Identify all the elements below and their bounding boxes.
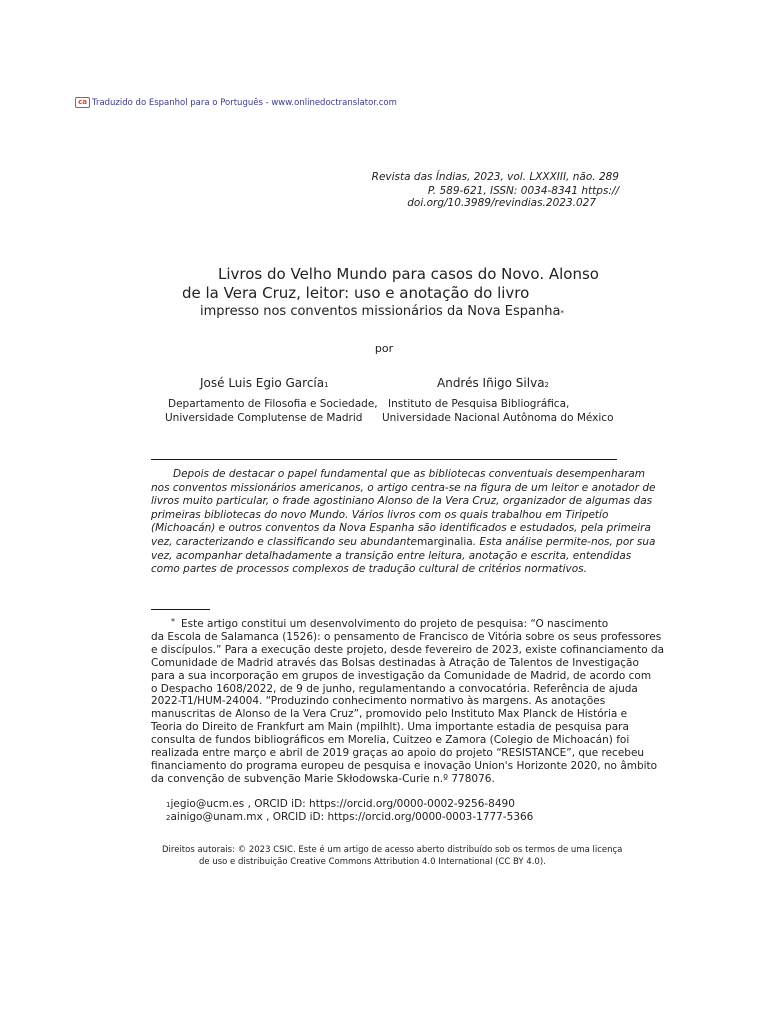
footnote-line: Teoria do Direito de Frankfurt am Main (mpilhlt). Uma importante estadia de pesquisa para (151, 721, 629, 734)
author-2-affiliation-line2: Universidade Nacional Autônoma do México (382, 412, 614, 424)
copyright-line1: Direitos autorais: © 2023 CSIC. Este é um artigo de acesso aberto distribuído sob os termos de uma licença (162, 845, 623, 855)
footnote-line: o Despacho 1608/2022, de 9 de junho, regulamentando a convocatória. Referência de ajuda (151, 682, 638, 695)
article-title-line2: de la Vera Cruz, leitor: uso e anotação do livro (182, 284, 530, 302)
author-1-index: 1 (324, 381, 329, 389)
footnote-marker: * (171, 617, 175, 626)
author-2-index: 2 (544, 381, 550, 389)
abstract-line: vez, acompanhar detalhadamente a transição entre leitura, anotação e escrita, entendidas (151, 549, 632, 562)
author-1-email-orcid[interactable]: jegio@ucm.es , ORCID iD: https://orcid.org/0000-0002-9256-8490 (170, 798, 515, 810)
translator-banner-text[interactable]: Traduzido do Espanhol para o Português - www.onlinedoctranslator.com (92, 97, 397, 108)
author-1 (200, 376, 329, 390)
footnote (151, 616, 665, 786)
translator-banner[interactable] (75, 96, 397, 109)
abstract-line: nos conventos missionários americanos, o artigo centra-se na figura de um leitor e anotador de (151, 481, 656, 494)
footnote-line: Comunidade de Madrid através das Bolsas destinadas à Atração de Talentos de Investigação (151, 656, 639, 669)
copyright-line2: de uso e distribuição Creative Commons Attribution 4.0 International (CC BY 4.0). (199, 857, 546, 867)
article-title-line3 (200, 304, 564, 319)
author-2 (437, 376, 549, 390)
journal-reference-line2: P. 589-621, ISSN: 0034-8341 https:// (427, 185, 619, 197)
journal-reference-line1: Revista das Índias, 2023, vol. LXXXIII, não. 289 (371, 171, 619, 183)
footnote-line: consulta de fundos bibliográficos em Morelia, Cuitzeo e Zamora (Colegio de Michoacán) foi (151, 734, 630, 747)
abstract-line (151, 535, 656, 550)
footnote-line: 2022-T1/HUM-24004. “Produzindo conhecimento normativo às margens. As anotações (151, 695, 606, 708)
author-1-contact (166, 798, 515, 810)
abstract (151, 468, 656, 577)
abstract-line: Depois de destacar o papel fundamental que as bibliotecas conventuais desempenharam (173, 468, 646, 480)
footnote-line: financiamento do programa europeu de pesquisa e inovação Union's Horizonte 2020, no âmbito (151, 759, 658, 772)
author-2-contact (166, 811, 533, 823)
author-1-name: José Luis Egio García (200, 376, 325, 390)
author-2-email-orcid[interactable]: ainigo@unam.mx , ORCID iD: https://orcid.org/0000-0003-1777-5366 (170, 811, 534, 823)
footnote-line: da convenção de subvenção Marie Skłodowska-Curie n.º 778076. (151, 772, 495, 785)
by-label: por (374, 342, 394, 355)
footnote-line-text: Este artigo constitui um desenvolvimento do projeto de pesquisa: “O nascimento (181, 618, 609, 630)
author-2-affiliation-line1: Instituto de Pesquisa Bibliográfica, (388, 398, 570, 410)
abstract-line: primeiras bibliotecas do novo Mundo. Vários livros com os quais trabalhou em Tiripetío (151, 508, 609, 521)
abstract-line-head: vez, caracterizando e classificando seu abundante (151, 535, 417, 548)
abstract-separator (151, 459, 617, 460)
author-1-contact-index: 1 (166, 801, 171, 809)
abstract-marginalia-term: marginalia (416, 535, 473, 548)
translator-logo-icon: ca (75, 97, 90, 108)
abstract-line: (Michoacán) e outros conventos da Nova Espanha são identificados e estudados, pela primeira (151, 522, 651, 535)
author-2-name: Andrés Iñigo Silva (437, 376, 545, 390)
footnote-line: realizada entre março e abril de 2019 graças ao apoio do projeto “RESISTANCE”, que recebeu (151, 747, 645, 760)
footnote-separator (151, 609, 210, 610)
journal-reference-doi: doi.org/10.3989/revindias.2023.027 (407, 197, 596, 209)
abstract-line: livros muito particular, o frade agostiniano Alonso de la Vera Cruz, organizador de algumas das (151, 495, 653, 508)
author-2-contact-index: 2 (166, 814, 171, 822)
footnote-line: da Escola de Salamanca (1526): o pensamento de Francisco de Vitória sobre os seus professores (151, 630, 662, 643)
footnote-line: manuscritas de Alonso de la Vera Cruz”, promovido pelo Instituto Max Planck de História e (151, 708, 628, 721)
footnote-line (151, 616, 621, 631)
title-footnote-marker: * (560, 309, 564, 317)
footnote-line: para a sua incorporação em grupos de investigação da Comunidade de Madrid, de acordo com (151, 669, 652, 682)
abstract-line: como partes de processos complexos de tradução cultural de critérios normativos. (151, 563, 587, 576)
footnote-line: e discípulos.” Para a execução deste projeto, desde fevereiro de 2023, existe cofinanciamento da (151, 643, 665, 656)
author-1-affiliation-line2: Universidade Complutense de Madrid (165, 412, 363, 424)
article-title-line3-text: impresso nos conventos missionários da Nova Espanha (200, 304, 561, 319)
author-1-affiliation-line1: Departamento de Filosofia e Sociedade, (168, 398, 378, 410)
abstract-line-tail: . Esta análise permite-nos, por sua (472, 535, 656, 548)
article-title-line1: Livros do Velho Mundo para casos do Novo. Alonso (218, 265, 599, 283)
